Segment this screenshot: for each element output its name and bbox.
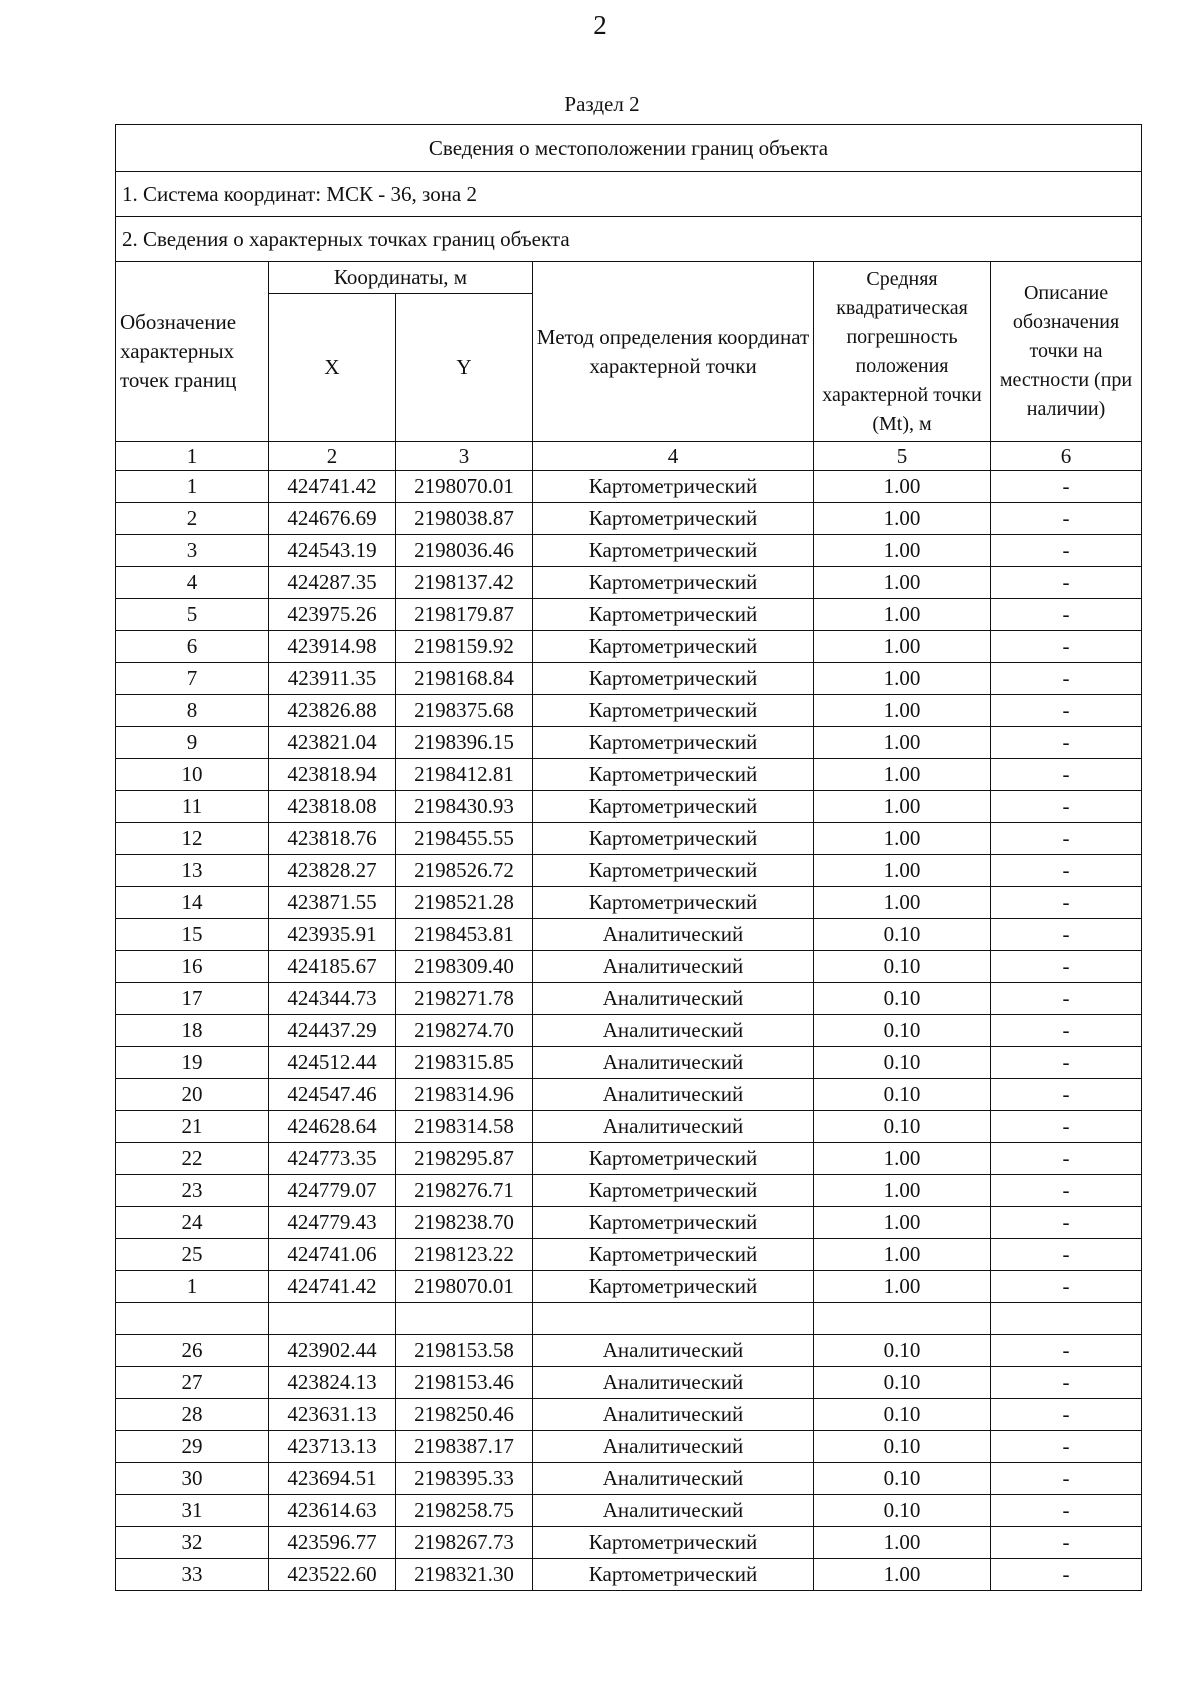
description: - (991, 855, 1142, 887)
point-id: 6 (116, 631, 269, 663)
method: Аналитический (533, 983, 814, 1015)
coord-y: 2198295.87 (396, 1143, 533, 1175)
description: - (991, 791, 1142, 823)
empty-cell (814, 1303, 991, 1335)
description: - (991, 1143, 1142, 1175)
point-id: 22 (116, 1143, 269, 1175)
description: - (991, 535, 1142, 567)
description: - (991, 1559, 1142, 1591)
error-value: 1.00 (814, 759, 991, 791)
empty-cell (116, 1303, 269, 1335)
table-row (116, 1079, 1142, 1111)
coord-y: 2198396.15 (396, 727, 533, 759)
table-row (116, 855, 1142, 887)
method: Картометрический (533, 663, 814, 695)
table-row (116, 1143, 1142, 1175)
coord-y: 2198321.30 (396, 1559, 533, 1591)
method: Картометрический (533, 567, 814, 599)
point-id: 13 (116, 855, 269, 887)
coord-x: 424741.42 (269, 1271, 396, 1303)
coord-y: 2198238.70 (396, 1207, 533, 1239)
point-id: 14 (116, 887, 269, 919)
table-row (116, 1239, 1142, 1271)
empty-cell (396, 1303, 533, 1335)
header-point: Обозначение характерных точек границ (116, 262, 269, 442)
coord-y: 2198271.78 (396, 983, 533, 1015)
table-row (116, 1015, 1142, 1047)
error-value: 1.00 (814, 471, 991, 503)
coord-y: 2198258.75 (396, 1495, 533, 1527)
error-value: 0.10 (814, 1367, 991, 1399)
method: Картометрический (533, 631, 814, 663)
method: Картометрический (533, 1143, 814, 1175)
method: Аналитический (533, 1399, 814, 1431)
method: Аналитический (533, 1463, 814, 1495)
header-coordinates: Координаты, м (269, 262, 533, 294)
point-id: 2 (116, 503, 269, 535)
coord-x: 424512.44 (269, 1047, 396, 1079)
coord-y: 2198070.01 (396, 471, 533, 503)
error-value: 1.00 (814, 1271, 991, 1303)
column-number: 1 (116, 442, 269, 471)
coord-x: 423975.26 (269, 599, 396, 631)
coord-x: 424628.64 (269, 1111, 396, 1143)
column-number: 6 (991, 442, 1142, 471)
table-row (116, 823, 1142, 855)
table-row (116, 1559, 1142, 1591)
table-row (116, 887, 1142, 919)
point-id: 10 (116, 759, 269, 791)
table-row (116, 503, 1142, 535)
table-row (116, 759, 1142, 791)
point-id: 1 (116, 1271, 269, 1303)
coord-y: 2198395.33 (396, 1463, 533, 1495)
method: Аналитический (533, 1495, 814, 1527)
coord-x: 423911.35 (269, 663, 396, 695)
error-value: 0.10 (814, 1463, 991, 1495)
coord-x: 424779.07 (269, 1175, 396, 1207)
method: Аналитический (533, 919, 814, 951)
section-title: Раздел 2 (564, 92, 640, 116)
coord-y: 2198153.58 (396, 1335, 533, 1367)
error-value: 1.00 (814, 503, 991, 535)
column-number: 3 (396, 442, 533, 471)
point-id: 17 (116, 983, 269, 1015)
method: Картометрический (533, 823, 814, 855)
table-row (116, 599, 1142, 631)
error-value: 1.00 (814, 727, 991, 759)
coord-y: 2198455.55 (396, 823, 533, 855)
method: Аналитический (533, 1335, 814, 1367)
point-id: 28 (116, 1399, 269, 1431)
empty-cell (269, 1303, 396, 1335)
error-value: 1.00 (814, 791, 991, 823)
coord-y: 2198267.73 (396, 1527, 533, 1559)
point-id: 7 (116, 663, 269, 695)
point-id: 15 (116, 919, 269, 951)
header-x: X (269, 294, 396, 442)
point-id: 19 (116, 1047, 269, 1079)
coord-x: 424543.19 (269, 535, 396, 567)
method: Картометрический (533, 695, 814, 727)
description: - (991, 1367, 1142, 1399)
point-id: 4 (116, 567, 269, 599)
coord-x: 423713.13 (269, 1431, 396, 1463)
coord-x: 424344.73 (269, 983, 396, 1015)
header-description: Описание обозначения точки на местности (при наличии) (991, 262, 1142, 442)
coord-x: 423614.63 (269, 1495, 396, 1527)
coord-y: 2198137.42 (396, 567, 533, 599)
description: - (991, 663, 1142, 695)
error-value: 1.00 (814, 567, 991, 599)
description: - (991, 1271, 1142, 1303)
table-row (116, 791, 1142, 823)
table-row (116, 1175, 1142, 1207)
method: Картометрический (533, 1527, 814, 1559)
method: Картометрический (533, 535, 814, 567)
method: Картометрический (533, 1271, 814, 1303)
description: - (991, 759, 1142, 791)
table-row (116, 1431, 1142, 1463)
coord-x: 424676.69 (269, 503, 396, 535)
coordinate-system: 1. Система координат: МСК - 36, зона 2 (116, 172, 1142, 217)
method: Картометрический (533, 855, 814, 887)
error-value: 1.00 (814, 1207, 991, 1239)
method: Картометрический (533, 599, 814, 631)
coord-y: 2198168.84 (396, 663, 533, 695)
description: - (991, 823, 1142, 855)
method: Картометрический (533, 471, 814, 503)
column-number: 5 (814, 442, 991, 471)
coord-x: 423694.51 (269, 1463, 396, 1495)
description: - (991, 1239, 1142, 1271)
error-value: 0.10 (814, 919, 991, 951)
point-id: 29 (116, 1431, 269, 1463)
point-id: 24 (116, 1207, 269, 1239)
method: Аналитический (533, 1111, 814, 1143)
header-error: Средняя квадратическая погрешность положения характерной точки (Mt), м (814, 262, 991, 442)
coord-x: 423821.04 (269, 727, 396, 759)
error-value: 0.10 (814, 983, 991, 1015)
header-method: Метод определения координат характерной точки (533, 262, 814, 442)
method: Картометрический (533, 503, 814, 535)
table-row (116, 951, 1142, 983)
coord-x: 423902.44 (269, 1335, 396, 1367)
error-value: 0.10 (814, 1047, 991, 1079)
description: - (991, 631, 1142, 663)
point-id: 25 (116, 1239, 269, 1271)
empty-cell (991, 1303, 1142, 1335)
method: Картометрический (533, 887, 814, 919)
coord-x: 423824.13 (269, 1367, 396, 1399)
point-id: 26 (116, 1335, 269, 1367)
method: Аналитический (533, 1047, 814, 1079)
coord-x: 423631.13 (269, 1399, 396, 1431)
description: - (991, 599, 1142, 631)
error-value: 1.00 (814, 535, 991, 567)
point-id: 11 (116, 791, 269, 823)
method: Картометрический (533, 1559, 814, 1591)
coord-y: 2198412.81 (396, 759, 533, 791)
column-number: 2 (269, 442, 396, 471)
table-row (116, 567, 1142, 599)
coord-x: 423818.08 (269, 791, 396, 823)
method: Картометрический (533, 791, 814, 823)
coord-y: 2198387.17 (396, 1431, 533, 1463)
description: - (991, 471, 1142, 503)
method: Аналитический (533, 951, 814, 983)
coord-y: 2198250.46 (396, 1399, 533, 1431)
error-value: 1.00 (814, 631, 991, 663)
point-id: 8 (116, 695, 269, 727)
table-row (116, 983, 1142, 1015)
coord-x: 423818.76 (269, 823, 396, 855)
description: - (991, 1431, 1142, 1463)
description: - (991, 919, 1142, 951)
point-id: 18 (116, 1015, 269, 1047)
description: - (991, 503, 1142, 535)
description: - (991, 1207, 1142, 1239)
description: - (991, 1047, 1142, 1079)
coord-x: 424287.35 (269, 567, 396, 599)
error-value: 0.10 (814, 1111, 991, 1143)
description: - (991, 1399, 1142, 1431)
error-value: 0.10 (814, 1079, 991, 1111)
column-numbers-row (116, 442, 1142, 471)
method: Картометрический (533, 1175, 814, 1207)
method: Картометрический (533, 1239, 814, 1271)
coord-x: 424185.67 (269, 951, 396, 983)
method: Аналитический (533, 1431, 814, 1463)
point-id: 33 (116, 1559, 269, 1591)
error-value: 1.00 (814, 1527, 991, 1559)
error-value: 1.00 (814, 663, 991, 695)
error-value: 1.00 (814, 1143, 991, 1175)
error-value: 1.00 (814, 855, 991, 887)
coord-x: 424773.35 (269, 1143, 396, 1175)
description: - (991, 1495, 1142, 1527)
point-id: 3 (116, 535, 269, 567)
table-row (116, 471, 1142, 503)
description: - (991, 695, 1142, 727)
description: - (991, 1111, 1142, 1143)
coord-y: 2198315.85 (396, 1047, 533, 1079)
point-id: 12 (116, 823, 269, 855)
description: - (991, 727, 1142, 759)
error-value: 1.00 (814, 887, 991, 919)
error-value: 1.00 (814, 1239, 991, 1271)
error-value: 0.10 (814, 951, 991, 983)
description: - (991, 567, 1142, 599)
table-row (116, 663, 1142, 695)
table-title: Сведения о местоположении границ объекта (116, 125, 1142, 172)
point-id: 27 (116, 1367, 269, 1399)
table-row (116, 1207, 1142, 1239)
table-row (116, 695, 1142, 727)
coord-y: 2198276.71 (396, 1175, 533, 1207)
column-number: 4 (533, 442, 814, 471)
error-value: 1.00 (814, 1559, 991, 1591)
point-id: 1 (116, 471, 269, 503)
description: - (991, 887, 1142, 919)
coord-y: 2198123.22 (396, 1239, 533, 1271)
coord-y: 2198038.87 (396, 503, 533, 535)
error-value: 1.00 (814, 1175, 991, 1207)
boundary-points-table (115, 124, 1142, 1591)
table-row (116, 631, 1142, 663)
method: Картометрический (533, 759, 814, 791)
point-id: 21 (116, 1111, 269, 1143)
method: Аналитический (533, 1015, 814, 1047)
coord-x: 423914.98 (269, 631, 396, 663)
error-value: 0.10 (814, 1015, 991, 1047)
point-id: 23 (116, 1175, 269, 1207)
coord-y: 2198430.93 (396, 791, 533, 823)
table-row (116, 1495, 1142, 1527)
coord-x: 424779.43 (269, 1207, 396, 1239)
coord-y: 2198153.46 (396, 1367, 533, 1399)
coord-x: 423818.94 (269, 759, 396, 791)
coord-x: 424547.46 (269, 1079, 396, 1111)
coord-y: 2198375.68 (396, 695, 533, 727)
coord-x: 424741.42 (269, 471, 396, 503)
table-row (116, 1335, 1142, 1367)
coord-y: 2198159.92 (396, 631, 533, 663)
coord-x: 423935.91 (269, 919, 396, 951)
coord-x: 424741.06 (269, 1239, 396, 1271)
point-id: 32 (116, 1527, 269, 1559)
coord-x: 423596.77 (269, 1527, 396, 1559)
point-id: 9 (116, 727, 269, 759)
error-value: 1.00 (814, 823, 991, 855)
error-value: 0.10 (814, 1399, 991, 1431)
page-number: 2 (593, 10, 607, 40)
separator-row (116, 1303, 1142, 1335)
description: - (991, 1527, 1142, 1559)
coord-y: 2198309.40 (396, 951, 533, 983)
table-row (116, 1367, 1142, 1399)
coord-x: 423522.60 (269, 1559, 396, 1591)
description: - (991, 1335, 1142, 1367)
coord-y: 2198453.81 (396, 919, 533, 951)
table-row (116, 1111, 1142, 1143)
description: - (991, 1015, 1142, 1047)
method: Аналитический (533, 1079, 814, 1111)
coord-y: 2198179.87 (396, 599, 533, 631)
table-row (116, 1271, 1142, 1303)
point-id: 20 (116, 1079, 269, 1111)
coord-y: 2198526.72 (396, 855, 533, 887)
coord-y: 2198314.58 (396, 1111, 533, 1143)
coord-x: 423871.55 (269, 887, 396, 919)
points-heading: 2. Сведения о характерных точках границ объекта (116, 217, 1142, 262)
coord-y: 2198036.46 (396, 535, 533, 567)
point-id: 16 (116, 951, 269, 983)
error-value: 1.00 (814, 695, 991, 727)
coord-y: 2198274.70 (396, 1015, 533, 1047)
table-row (116, 919, 1142, 951)
description: - (991, 951, 1142, 983)
method: Аналитический (533, 1367, 814, 1399)
description: - (991, 1463, 1142, 1495)
table-row (116, 1527, 1142, 1559)
table-row (116, 1463, 1142, 1495)
table-row (116, 535, 1142, 567)
coord-y: 2198521.28 (396, 887, 533, 919)
table-row (116, 1399, 1142, 1431)
point-id: 31 (116, 1495, 269, 1527)
description: - (991, 983, 1142, 1015)
coord-x: 423828.27 (269, 855, 396, 887)
empty-cell (533, 1303, 814, 1335)
table-row (116, 727, 1142, 759)
description: - (991, 1175, 1142, 1207)
error-value: 0.10 (814, 1495, 991, 1527)
point-id: 5 (116, 599, 269, 631)
method: Картометрический (533, 727, 814, 759)
coord-y: 2198314.96 (396, 1079, 533, 1111)
table-row (116, 1047, 1142, 1079)
error-value: 0.10 (814, 1431, 991, 1463)
coord-x: 424437.29 (269, 1015, 396, 1047)
method: Картометрический (533, 1207, 814, 1239)
coord-x: 423826.88 (269, 695, 396, 727)
error-value: 1.00 (814, 599, 991, 631)
coord-y: 2198070.01 (396, 1271, 533, 1303)
point-id: 30 (116, 1463, 269, 1495)
header-y: Y (396, 294, 533, 442)
description: - (991, 1079, 1142, 1111)
error-value: 0.10 (814, 1335, 991, 1367)
